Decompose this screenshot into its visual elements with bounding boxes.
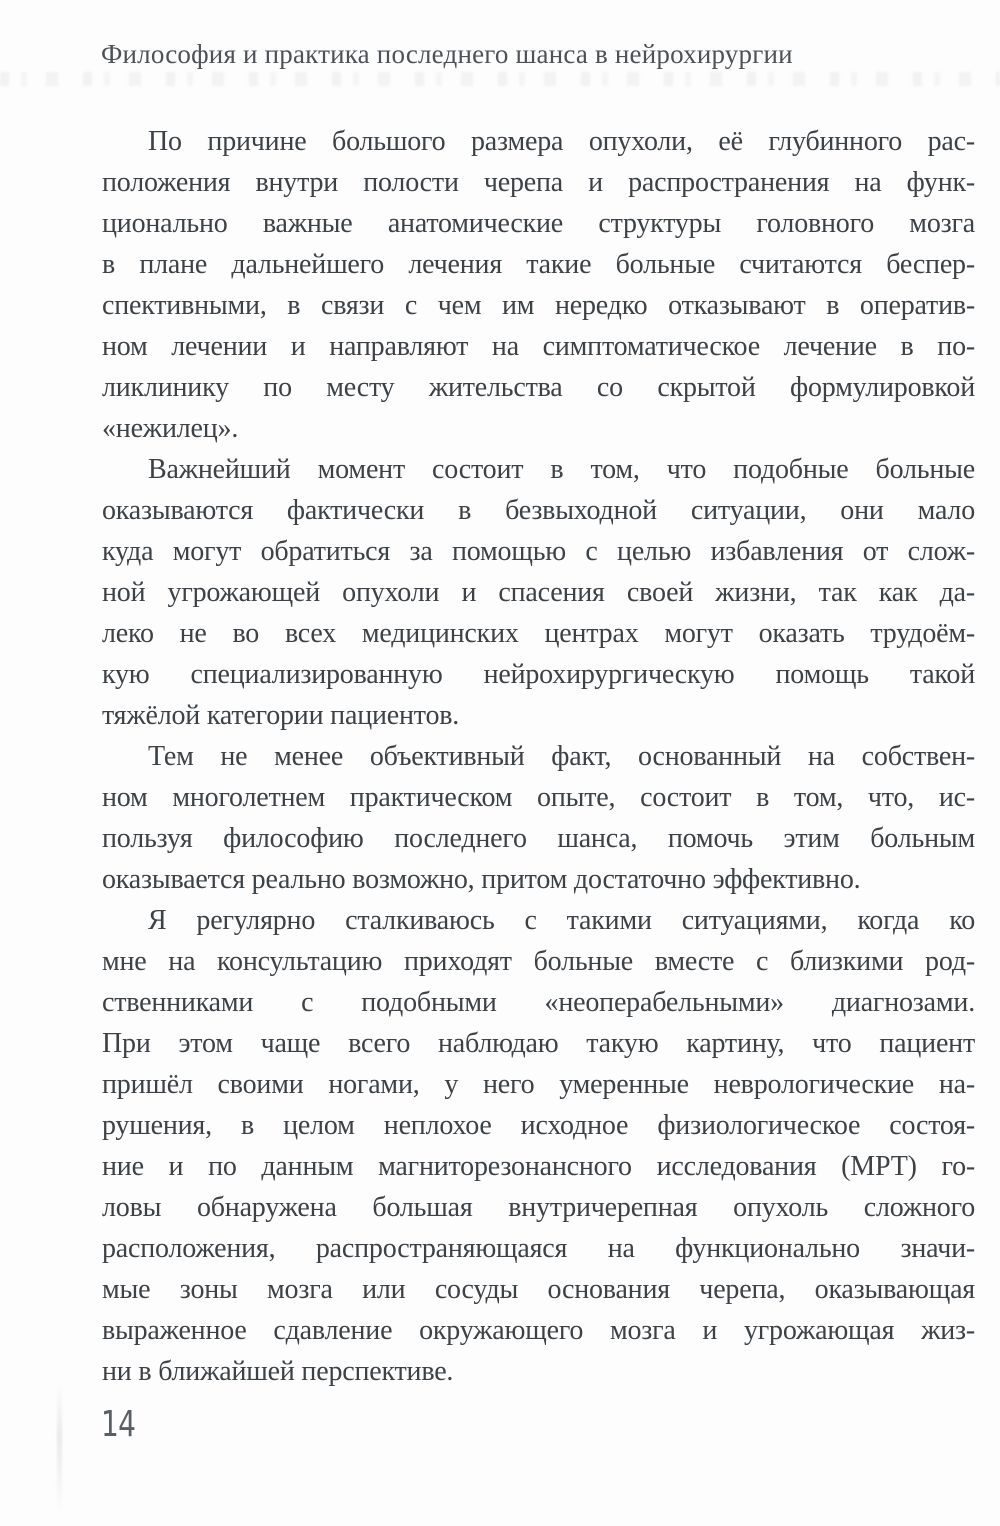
text-line: ни в ближайшей перспективе. [102,1356,454,1387]
running-header: Философия и практика последнего шанса в нейрохирургии [101,39,793,69]
text-line: пользуя философию последнего шанса, помочь этим больным [102,823,975,854]
text-line: ционально важные анатомические структуры головного мозга [102,208,975,239]
text-line: тяжёлой категории пациентов. [102,700,460,731]
text-line: Тем не менее объективный факт, основанный на собствен- [148,741,975,772]
text-line: расположения, распространяющаяся на функционально значи- [102,1233,975,1264]
paragraph [102,121,975,449]
paragraph [102,736,975,900]
text-line: ном многолетнем практическом опыте, состоит в том, что, ис- [102,782,975,813]
text-line: При этом чаще всего наблюдаю такую картину, что пациент [102,1028,975,1059]
text-line: Я регулярно сталкиваюсь с такими ситуациями, когда ко [148,905,975,936]
text-line: кую специализированную нейрохирургическую помощь такой [102,659,975,690]
text-line: ственниками с подобными «неоперабельными» диагнозами. [102,987,975,1018]
text-block [102,121,975,1392]
text-line: ликлинику по месту жительства со скрытой формулировкой [102,372,975,403]
text-line: леко не во всех медицинских центрах могут оказать трудоём- [102,618,975,649]
page-number: 14 [101,1404,136,1445]
text-line: куда могут обратиться за помощью с целью избавления от слож- [102,536,975,567]
text-line: мне на консультацию приходят больные вместе с близкими род- [102,946,975,977]
text-line: положения внутри полости черепа и распространения на функ- [102,167,975,198]
text-line: Важнейший момент состоит в том, что подобные больные [148,454,975,485]
paragraph [102,449,975,736]
text-line: выраженное сдавление окружающего мозга и угрожающая жиз- [102,1315,975,1346]
scan-edge-artifact [57,1385,62,1515]
text-line: пришёл своими ногами, у него умеренные неврологические на- [102,1069,975,1100]
paragraph [102,900,975,1392]
text-line: рушения, в целом неплохое исходное физиологическое состоя- [102,1110,975,1141]
text-line: ловы обнаружена большая внутричерепная опухоль сложного [102,1192,975,1223]
text-line: По причине большого размера опухоли, её глубинного рас- [148,126,975,157]
text-line: «нежилец». [102,413,239,444]
text-line: оказываются фактически в безвыходной ситуации, они мало [102,495,975,526]
text-line: спективными, в связи с чем им нередко отказывают в оператив- [102,290,975,321]
text-line: ние и по данным магниторезонансного исследования (МРТ) го- [102,1151,975,1182]
text-line: в плане дальнейшего лечения такие больные считаются беспер- [102,249,975,280]
text-line: мые зоны мозга или сосуды основания черепа, оказывающая [102,1274,975,1305]
text-line: ном лечении и направляют на симптоматическое лечение в по- [102,331,975,362]
text-line: ной угрожающей опухоли и спасения своей жизни, так как да- [102,577,975,608]
text-line: оказывается реально возможно, притом достаточно эффективно. [102,864,861,895]
bleed-through-artifact [0,72,1000,86]
